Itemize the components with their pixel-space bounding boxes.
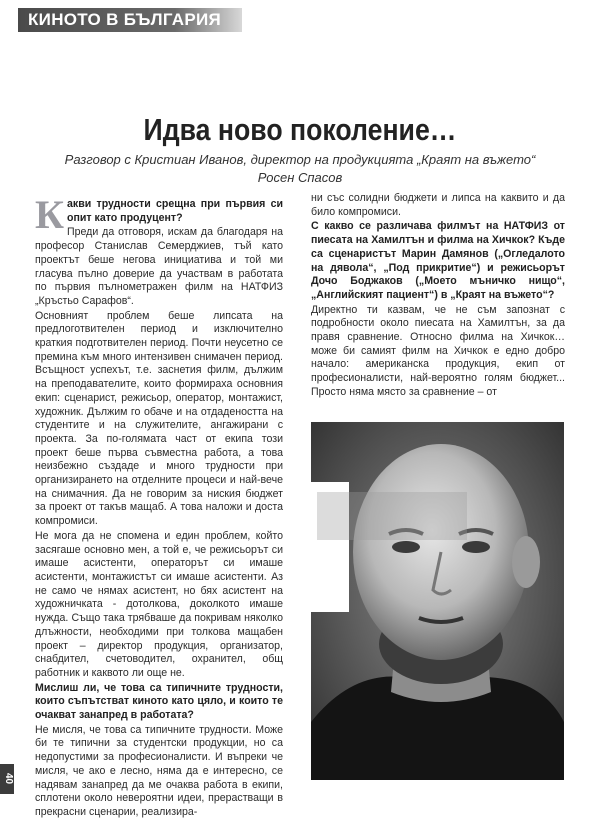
article-subtitle: Разговор с Кристиан Иванов, директор на продукцията „Краят на въжето“ <box>64 152 536 167</box>
right-column <box>311 192 565 401</box>
portrait-photo-svg <box>311 422 564 780</box>
portrait-photo <box>311 422 564 780</box>
article-title: Идва ново поколение… <box>143 112 457 147</box>
question-paragraph <box>35 192 283 237</box>
article-author: Росен Спасов <box>257 170 343 185</box>
drop-cap: К <box>35 192 65 237</box>
paragraph-text: Преди да отговоря, искам да благодаря на професор Станислав Семерджиев, тъй като проектът беше негова инициатива и той ми гласува пълно доверие да участвам в работата по първия пълнометражен филм на НАТФИЗ „Кръстьо Сарафов“. <box>35 226 283 307</box>
answer-paragraph <box>311 304 565 400</box>
paragraph-text: Мислиш ли, че това са типичните трудности, които съпътстват киното като цяло, и които те очакват занапред в работата? <box>35 681 283 722</box>
paragraph-text: акви трудности срещна при първия си опит като продуцент? <box>67 198 283 224</box>
paragraph-text: Не мисля, че това са типичните трудности. Може би те типични за студентски продукции, но са недопустими за професионалисти. И въпреки че мисля, че ако е лесно, няма да е интересно, се надявам занапред да ме очаква работа в екипи, сплотени около невероятни идеи, прерастващи в прекрасни сценарии, реализира- <box>35 723 283 818</box>
answer-paragraph <box>311 192 565 219</box>
answer-paragraph <box>35 724 283 820</box>
paragraph-text: С какво се различава филмът на НАТФИЗ от пиесата на Хамилтън и филма на Хичкок? Къде са сценаристът Марин Дамянов („Огледалото на дявола“, „Под прикритие“) и режисьорът Дочо Боджаков („Моето мъничко нищо“, „Английският пациент“) в „Краят на въжето“? <box>311 220 565 301</box>
page-number: 40 <box>0 764 14 794</box>
paragraph-text: Директно ти казвам, че не съм запознат с подробности около пиесата на Хамилтън, за да правя сравнение. Относно филма на Хичкок… може би самият филм на Хичкок е едно добро начало: американска продукция, екип от професионалисти, най-вероятно голям бюджет... Просто няма място за сравнение – от <box>311 303 565 398</box>
answer-paragraph <box>35 530 283 681</box>
section-banner: КИНОТО В БЪЛГАРИЯ <box>18 8 242 32</box>
question-paragraph <box>35 682 283 723</box>
answer-paragraph <box>35 226 283 308</box>
left-column <box>35 192 283 821</box>
paragraph-text: ни със солидни бюджети и липса на каквито и да било компромиси. <box>311 192 565 218</box>
question-paragraph <box>311 220 565 302</box>
paragraph-text: Не мога да не спомена и един проблем, който засягаше основно мен, а той е, че режисьорът си имаше асистенти, операторът си имаше асистенти, монтажистът си имаше асистенти. Аз не само че нямах асистент, но бях асистент на художничката - дотолкова, доколкото имаше нужда. Също така трябваше да покривам няколко длъжности, необходими при толкова мащабен проект – директор продукция, организатор, снабдител, счетоводител, охранител, общ работник и каквото ли още не. <box>35 529 283 679</box>
paragraph-text: Основният проблем беше липсата на предлоготвителен период и изключително краткия подготвителен период. Почти неусетно се премина към много интензивен снимачен период. Всъщност успехът, т.е. заснетия филм, дължим на преподавателите, които формираха основния екип: сценарист, режисьор, оператор, монтажист, художник. Дължим го обаче и на отдадеността на студентите и на служителите, ангажирани с проекта. За по-голямата част от екипа този проект беше първа съвместна работа, а това неизбежно създаде и много трудности при организирането на отделните процеси и най-вече на снимачния. Да не говорим за ниския бюджет за проект от такъв мащаб. А това наложи и доста компромиси. <box>35 309 283 528</box>
answer-paragraph <box>35 310 283 529</box>
